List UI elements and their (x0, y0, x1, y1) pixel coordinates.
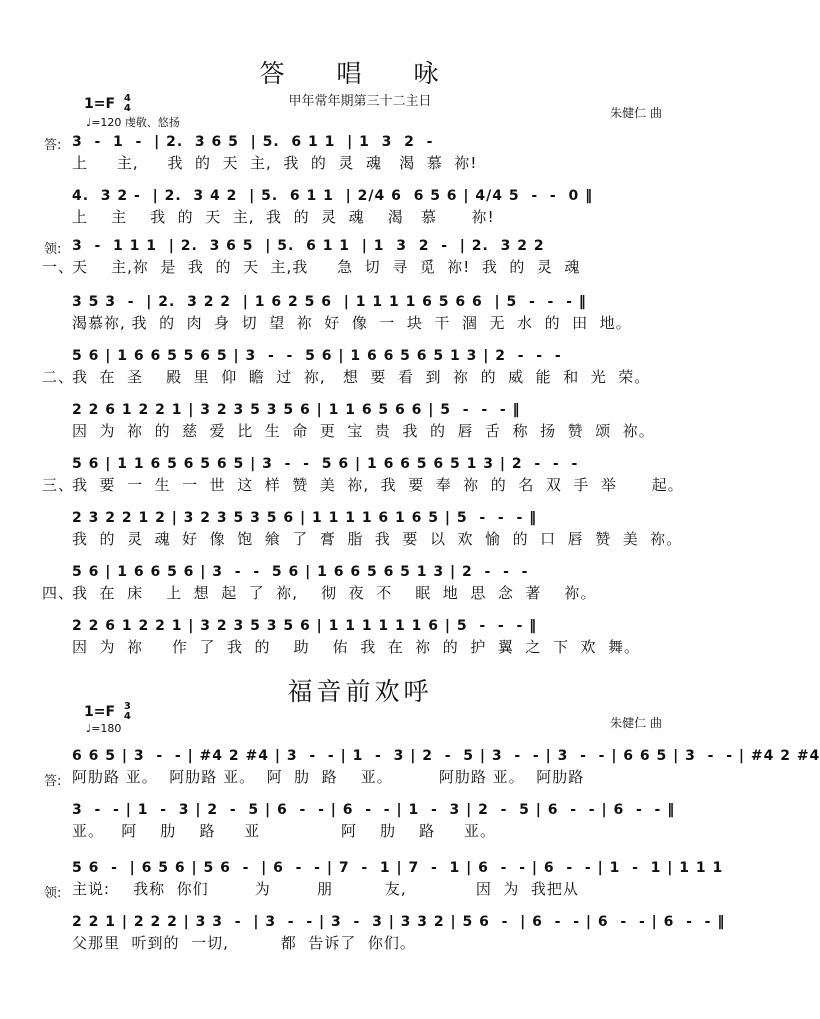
verse-label: 三、 (42, 476, 75, 494)
piece2-time-signature (124, 702, 131, 722)
lyric-text: 天 主,祢 是 我 的 天 主,我 急 切 寻 觅 祢! 我 的 灵 魂 (72, 258, 581, 276)
notation-row: 4. 3 2 - | 2. 3 4 2 | 5. 6 1 1 | 2/4 6 6 5 6 | 4/4 5 - - 0 ‖ (72, 188, 594, 204)
piece2-line-2 (72, 800, 676, 842)
piece2-composer: 朱健仁 曲 (610, 716, 662, 730)
piece1-response-line-1 (72, 132, 644, 174)
piece1-title: 答 唱 咏 (259, 59, 461, 88)
verse-3-line-a (42, 454, 684, 496)
notation-row: 2 2 6 1 2 2 1 | 3 2 3 5 3 5 6 | 1 1 1 1 1 1 6 | 5 - - - ‖ (72, 618, 538, 634)
lyric-row: 上 主, 我 的 天 主, 我 的 灵 魂 渴 慕 祢! (72, 154, 478, 172)
lyric-row (42, 582, 644, 604)
verse-4-line-b (72, 616, 644, 658)
lyric-row: 因 为 祢 作 了 我 的 助 佑 我 在 祢 的 护 翼 之 下 欢 舞。 (72, 638, 641, 656)
piece1-time-signature (124, 94, 131, 114)
lyric-row: 主说: 我称 你们 为 朋 友, 因 为 我把从 (72, 880, 579, 898)
notation-row: 5 6 | 1 1 6 5 6 5 6 5 | 3 - - 5 6 | 1 6 6 5 6 5 1 3 | 2 - - - (72, 456, 579, 472)
verse-label: 一、 (42, 258, 75, 276)
piece2-time-top: 3 (123, 701, 131, 712)
piece1-role-response: 答: (44, 138, 62, 153)
notation-row: 3 - 1 - | 2. 3 6 5 | 5. 6 1 1 | 1 3 2 - (72, 134, 440, 150)
notation-row: 2 3 2 2 1 2 | 3 2 3 5 3 5 6 | 1 1 1 1 6 1 6 5 | 5 - - - ‖ (72, 510, 538, 526)
piece2-role-lead: 领: (44, 886, 62, 901)
piece2-line-3 (72, 858, 724, 900)
lyric-row: 渴慕祢, 我 的 肉 身 切 望 祢 好 像 一 块 干 涸 无 水 的 田 地。 (72, 314, 632, 332)
lyric-row (42, 366, 651, 388)
piece1-key (84, 94, 131, 114)
piece1-time-bottom: 4 (123, 103, 131, 114)
verse-3-line-b (72, 508, 683, 550)
piece2-key (84, 702, 131, 722)
notation-row: 3 - - | 1 - 3 | 2 - 5 | 6 - - | 6 - - | 1 - 3 | 2 - 5 | 6 - - | 6 - - ‖ (72, 802, 676, 818)
piece2-role-response: 答: (44, 774, 62, 789)
piece2-line-4 (72, 912, 726, 954)
lyric-row (42, 256, 644, 278)
piece1-subtitle: 甲年常年期第三十二主日 (288, 94, 432, 109)
piece2-title: 福音前欢呼 (287, 677, 433, 706)
piece2-line-1 (72, 746, 820, 788)
notation-row: 2 2 6 1 2 2 1 | 3 2 3 5 3 5 6 | 1 1 6 5 6 6 | 5 - - - ‖ (72, 402, 521, 418)
piece1-composer: 朱健仁 曲 (610, 106, 662, 120)
piece2-tempo: ♩=180 (86, 722, 122, 735)
verse-1-line-b (72, 292, 644, 334)
notation-row: 5 6 - | 6 5 6 | 5 6 - | 6 - - | 7 - 1 | 7 - 1 | 6 - - | 6 - - | 1 - 1 | 1 1 1 (72, 860, 724, 876)
lyric-text: 我 在 床 上 想 起 了 祢, 彻 夜 不 眠 地 思 念 著 祢。 (72, 584, 597, 602)
notation-row: 2 2 1 | 2 2 2 | 3 3 - | 3 - - | 3 - 3 | 3 3 2 | 5 6 - | 6 - - | 6 - - | 6 - - ‖ (72, 914, 726, 930)
verse-4-line-a (42, 562, 644, 604)
piece2-time-bottom: 4 (123, 711, 131, 722)
lyric-row: 因 为 祢 的 慈 爱 比 生 命 更 宝 贵 我 的 唇 舌 称 扬 赞 颂 祢。 (72, 422, 655, 440)
piece1-time-top: 4 (123, 93, 131, 104)
piece1-key-label: 1=F (84, 96, 116, 112)
verse-label: 四、 (42, 584, 75, 602)
verse-2-line-a (42, 346, 651, 388)
verse-1-line-a (42, 236, 644, 278)
notation-row: 6 6 5 | 3 - - | #4 2 #4 | 3 - - | 1 - 3 | 2 - 5 | 3 - - | 3 - - | 6 6 5 | 3 - - | #4 2 #4 (72, 748, 820, 764)
lyric-row: 亚。 阿 肋 路 亚 阿 肋 路 亚。 (72, 822, 497, 840)
verse-label: 二、 (42, 368, 75, 386)
notation-row: 3 - 1 1 1 | 2. 3 6 5 | 5. 6 1 1 | 1 3 2 - | 2. 3 2 2 (72, 238, 545, 254)
notation-row: 3 5 3 - | 2. 3 2 2 | 1 6 2 5 6 | 1 1 1 1 6 5 6 6 | 5 - - - ‖ (72, 294, 587, 310)
lyric-row: 上 主 我 的 天 主, 我 的 灵 魂 渴 慕 祢! (72, 208, 495, 226)
lyric-row: 我 的 灵 魂 好 像 饱 飨 了 膏 脂 我 要 以 欢 愉 的 口 唇 赞 美 祢。 (72, 530, 683, 548)
piece1-tempo: ♩=120 虔敬、悠扬 (86, 116, 180, 129)
notation-row: 5 6 | 1 6 6 5 5 6 5 | 3 - - 5 6 | 1 6 6 5 6 5 1 3 | 2 - - - (72, 348, 562, 364)
piece2-key-label: 1=F (84, 704, 116, 720)
lyric-text: 我 要 一 生 一 世 这 样 赞 美 祢, 我 要 奉 祢 的 名 双 手 举 起。 (72, 476, 684, 494)
lyric-row (42, 474, 684, 496)
piece1-response-line-2 (72, 186, 644, 228)
lyric-text: 我 在 圣 殿 里 仰 瞻 过 祢, 想 要 看 到 祢 的 威 能 和 光 荣。 (72, 368, 651, 386)
lyric-row: 父那里 听到的 一切, 都 告诉了 你们。 (72, 934, 416, 952)
piece1-role-lead: 领: (44, 242, 62, 257)
lyric-row: 阿肋路 亚。 阿肋路 亚。 阿 肋 路 亚。 阿肋路 亚。 阿肋路 (72, 768, 585, 786)
notation-row: 5 6 | 1 6 6 5 6 | 3 - - 5 6 | 1 6 6 5 6 5 1 3 | 2 - - - (72, 564, 529, 580)
verse-2-line-b (72, 400, 655, 442)
